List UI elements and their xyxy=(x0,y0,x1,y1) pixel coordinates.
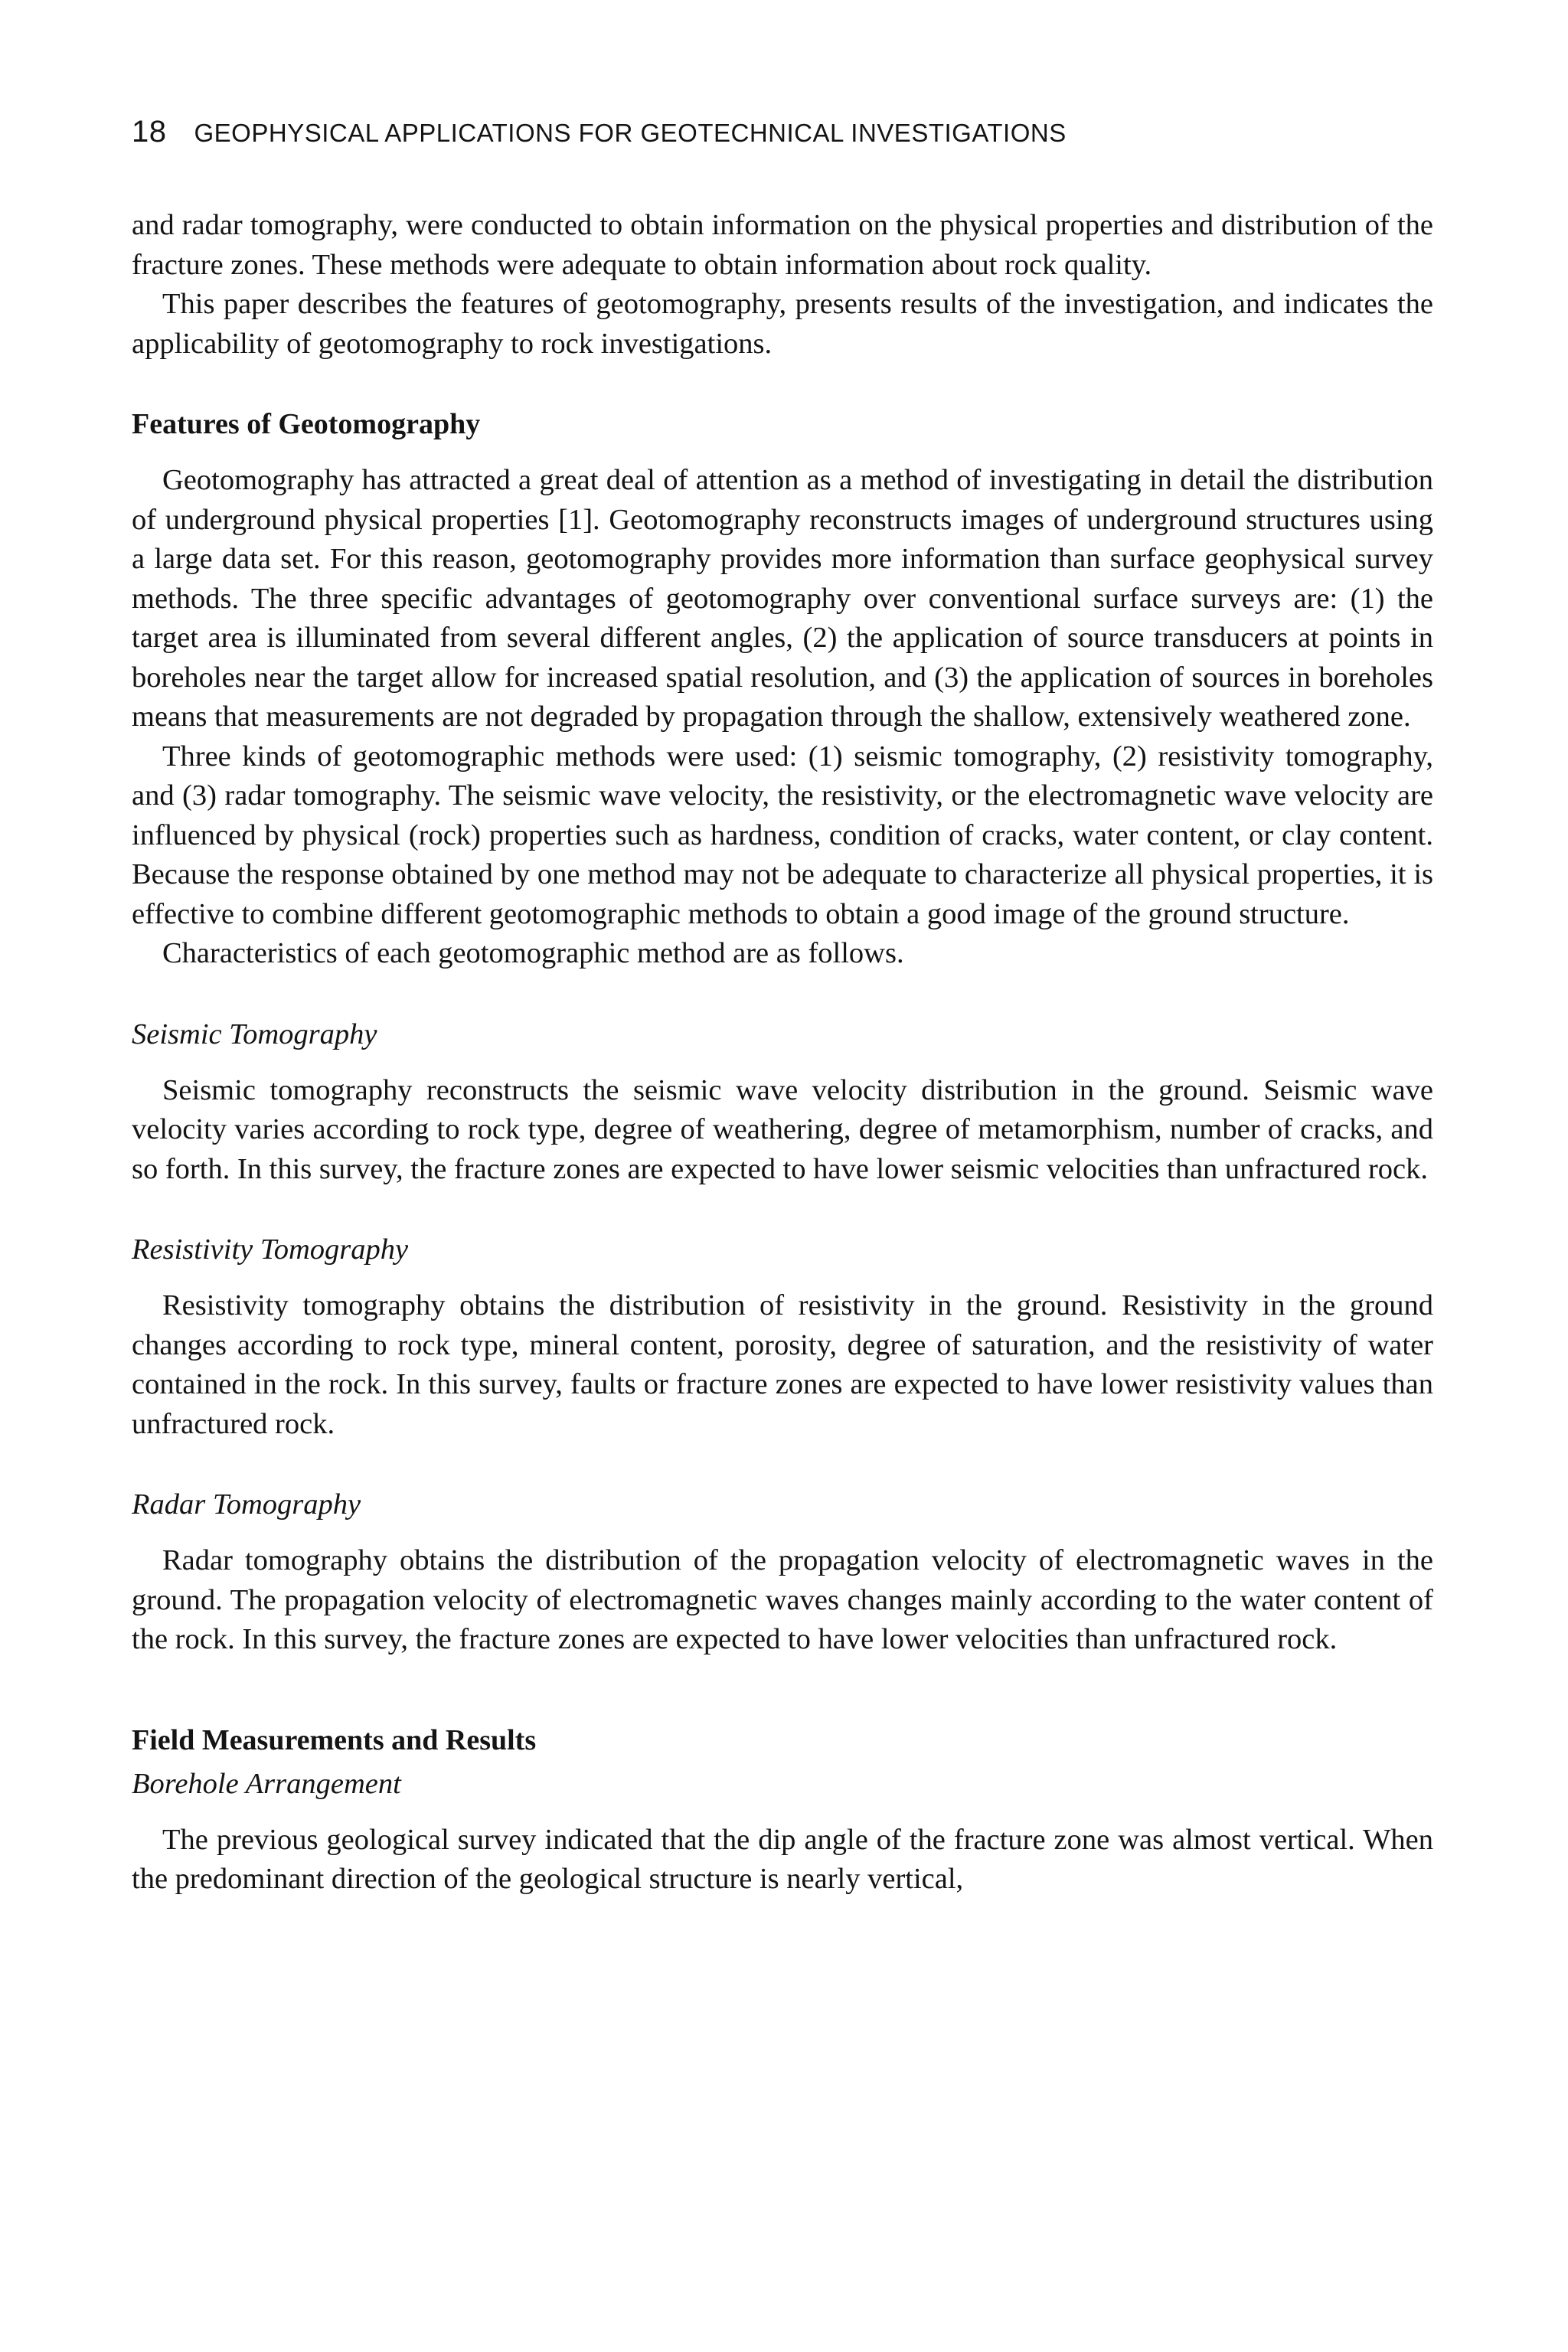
intro-paragraph-1: and radar tomography, were conducted to obtain information on the physical properties and distribution of the fracture zones. These methods were adequate to obtain information about rock quality. xyxy=(132,209,1433,281)
features-paragraph-1: Geotomography has attracted a great deal of attention as a method of investigating in detail the distribution of underground physical properties [1]. Geotomography reconstructs images of underground structures using a large data set. For this reason, geotomography provides more information than surface geophysical survey methods. The three specific advantages of geotomography over conventional surface surveys are: (1) the target area is illuminated from several different angles, (2) the application of source transducers at points in boreholes near the target allow for increased spatial resolution, and (3) the application of sources in boreholes means that measurements are not degraded by propagation through the shallow, extensively weathered zone. xyxy=(132,464,1433,733)
page-number: 18 xyxy=(132,115,167,149)
resistivity-paragraph: Resistivity tomography obtains the distribution of resistivity in the ground. Resistivity in the ground changes according to rock type, mineral content, porosity, degree of saturation, and the resistivity of water contained in the rock. In this survey, faults or fracture zones are expected to have lower resistivity values than unfractured rock. xyxy=(132,1289,1433,1440)
features-paragraph-2: Three kinds of geotomographic methods were used: (1) seismic tomography, (2) resistivity tomography, and (3) radar tomography. The seismic wave velocity, the resistivity, or the electromagnetic wave velocity are influenced by physical (rock) properties such as hardness, condition of cracks, water content, or clay content. Because the response obtained by one method may not be adequate to characterize all physical properties, it is effective to combine different geotomographic methods to obtain a good image of the ground structure. xyxy=(132,740,1433,930)
page xyxy=(132,115,1433,1900)
subsection-heading-radar: Radar Tomography xyxy=(132,1488,361,1521)
running-head xyxy=(132,115,1433,149)
subsection-heading-borehole: Borehole Arrangement xyxy=(132,1767,401,1800)
running-title: GEOPHYSICAL APPLICATIONS FOR GEOTECHNICAL INVESTIGATIONS xyxy=(194,119,1067,147)
seismic-paragraph: Seismic tomography reconstructs the seismic wave velocity distribution in the ground. Seismic wave velocity varies according to rock type, degree of weathering, degree of metamorphism, number of cracks, and so forth. In this survey, the fracture zones are expected to have lower seismic velocities than unfractured rock. xyxy=(132,1073,1433,1185)
subsection-heading-resistivity: Resistivity Tomography xyxy=(132,1233,409,1266)
borehole-paragraph: The previous geological survey indicated that the dip angle of the fracture zone was almost vertical. When the predominant direction of the geological structure is nearly vertical, xyxy=(132,1823,1433,1895)
intro-paragraph-2: This paper describes the features of geotomography, presents results of the investigation, and indicates the applicability of geotomography to rock investigations. xyxy=(132,288,1433,360)
section-heading-features: Features of Geotomography xyxy=(132,408,481,440)
section-heading-field: Field Measurements and Results xyxy=(132,1723,537,1756)
subsection-heading-seismic: Seismic Tomography xyxy=(132,1018,377,1050)
features-paragraph-3: Characteristics of each geotomographic method are as follows. xyxy=(162,937,904,969)
radar-paragraph: Radar tomography obtains the distribution of the propagation velocity of electromagnetic waves in the ground. The propagation velocity of electromagnetic waves changes mainly according to the water content of the rock. In this survey, the fracture zones are expected to have lower velocities than unfractured rock. xyxy=(132,1544,1433,1655)
